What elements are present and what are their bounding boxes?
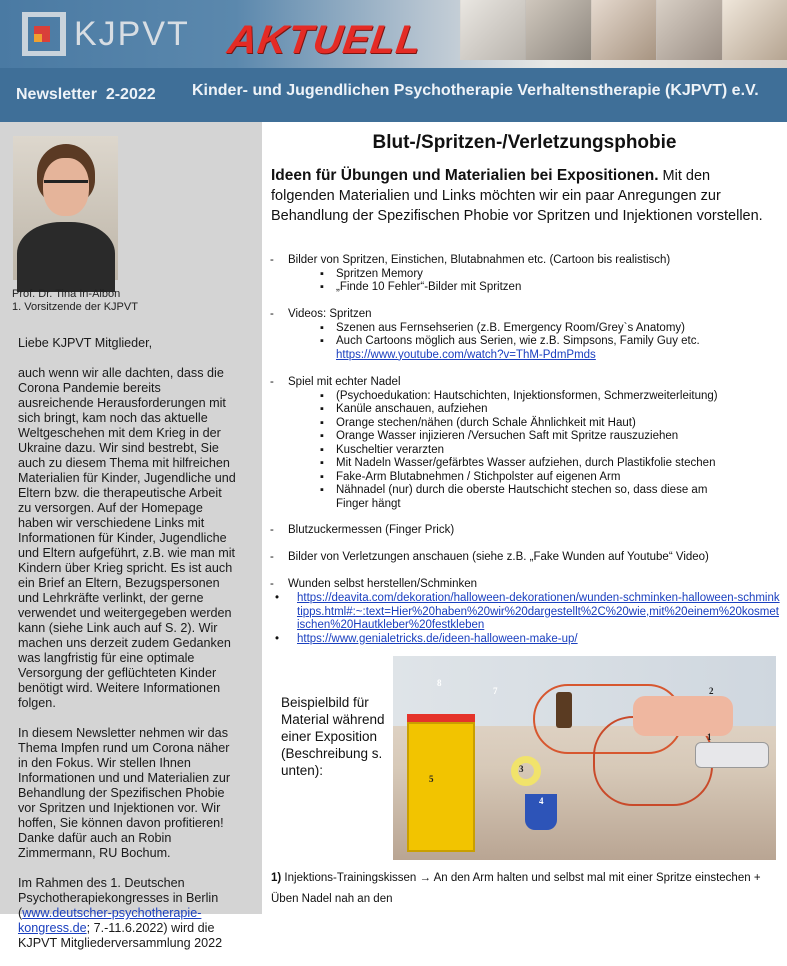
injection-training-pad: [633, 696, 733, 736]
photo-marker: 5: [429, 774, 434, 784]
greeting: Liebe KJPVT Mitglieder,: [18, 336, 153, 350]
list-item: ▪ Orange stechen/nähen (durch Schale Ähnlichkeit mit Haut): [316, 417, 775, 431]
editorial-para-3: [18, 876, 238, 951]
topic-dash: -: [270, 551, 274, 563]
topic-needle-play: [270, 376, 775, 511]
list-item: ▪ (Psychoedukation: Hautschichten, Injektionsformen, Schmerzweiterleitung): [316, 390, 775, 404]
sidebar: [0, 122, 262, 950]
kjpvt-logo: [22, 12, 190, 56]
header-photo-strip: [460, 0, 787, 60]
genialetricks-link[interactable]: https://www.genialetricks.de/ideen-halloween-make-up/: [297, 632, 578, 645]
newsletter-header: [0, 0, 787, 122]
main-content: [262, 122, 787, 914]
photo-marker: 2: [709, 686, 714, 696]
author-role: 1. Vorsitzende der KJPVT: [12, 301, 138, 313]
topic-items: [316, 322, 775, 349]
intro-text: Mit den folgenden Materialien und Links möchten wir ein paar Anregungen zur Behandlung der Spezifischen Phobie vor Spritzen und Injektionen vorstellen.: [271, 168, 763, 224]
para3-start: Im Rahmen des 1. Deutschen Psychotherapiekongresses in Berlin (: [18, 876, 219, 920]
society-name: Kinder- und Jugendlichen Psychotherapie Verhaltenstherapie (KJPVT) e.V.: [192, 82, 759, 99]
para3-end: ; 7.-11.6.2022) wird die KJPVT Mitgliederversammlung 2022: [18, 921, 223, 950]
step-number: 1): [271, 872, 282, 884]
author-name: Prof. Dr. Tina In-Albon: [12, 288, 121, 300]
topic-dash: -: [270, 254, 274, 266]
topic-dash: -: [270, 578, 274, 590]
aktuell-banner: AKTUELL: [224, 18, 425, 62]
list-item: ▪ Spritzen Memory: [316, 268, 775, 282]
photo-marker: 8: [437, 678, 442, 688]
intro-heading: Ideen für Übungen und Materialien bei Expositionen.: [271, 167, 659, 184]
topic-dash: -: [270, 376, 274, 388]
logo-mark-icon: [22, 12, 66, 56]
topic-blood-sugar: [270, 524, 775, 538]
deavita-link[interactable]: https://deavita.com/dekoration/halloween-dekorationen/wunden-schminken-halloween-schminktipps.html#:~:text=Hier%20haben%20wir%20dargestellt%2C%20wie,mit%20einem%20kosmetischen%20Hautkleber%20festkleben: [297, 592, 780, 631]
photo-marker: 3: [519, 764, 524, 774]
logo-text: KJPVT: [74, 14, 190, 53]
topic-label: Bilder von Verletzungen anschauen (siehe z.B. „Fake Wunden auf Youtube“ Video): [288, 551, 709, 563]
bullet-icon: •: [275, 632, 280, 645]
portrait-caption: [12, 288, 138, 314]
list-item: ▪ Fake-Arm Blutabnehmen / Stichpolster auf eigenen Arm: [316, 471, 775, 485]
list-item: ▪ Orange Wasser injizieren /Versuchen Saft mit Spritze rauszuziehen: [316, 430, 775, 444]
topic-items: [316, 390, 775, 512]
bullet-icon: •: [275, 592, 280, 604]
article-title: Blut-/Spritzen-/Verletzungsphobie: [372, 132, 677, 153]
photo-description: [271, 868, 776, 910]
photo-marker: 1: [707, 732, 712, 742]
topic-dash: -: [270, 524, 274, 536]
photo-marker: 4: [539, 796, 544, 806]
topic-images: [270, 254, 775, 295]
topic-label: Bilder von Spritzen, Einstichen, Blutabnahmen etc. (Cartoon bis realistisch): [288, 254, 671, 266]
photo-marker: 7: [493, 686, 498, 696]
list-item: ▪ Nähnadel (nur) durch die oberste Hautschicht stechen so, dass diese am Finger hängt: [316, 484, 736, 511]
list-item: ▪ Szenen aus Fernsehserien (z.B. Emergency Room/Grey`s Anatomy): [316, 322, 775, 336]
topic-items: [316, 268, 775, 295]
newsletter-issue: Newsletter 2-2022: [16, 86, 156, 103]
list-item: ▪ Kanüle anschauen, aufziehen: [316, 403, 775, 417]
list-item: ▪ Auch Cartoons möglich aus Serien, wie z.B. Simpsons, Family Guy etc.: [316, 335, 775, 349]
editorial-text: [18, 336, 238, 966]
step-text: Injektions-Trainingskissen → An den Arm halten und selbst mal mit einer Spritze einstechen + Üben Nadel nah an den: [271, 872, 761, 905]
header-banner: [0, 0, 787, 68]
article-intro: [271, 166, 771, 226]
topic-label: Blutzuckermessen (Finger Prick): [288, 524, 455, 536]
topic-label: Spiel mit echter Nadel: [288, 376, 401, 388]
topic-videos: [270, 308, 775, 362]
list-item: ▪ Kuscheltier verarzten: [316, 444, 775, 458]
topic-dash: -: [270, 308, 274, 320]
youtube-link[interactable]: https://www.youtube.com/watch?v=ThM-PdmPmds: [336, 348, 596, 361]
congress-link[interactable]: www.deutscher-psychotherapie-kongress.de: [18, 906, 202, 935]
wound-links: [270, 592, 780, 646]
topic-label: Wunden selbst herstellen/Schminken: [288, 578, 478, 590]
list-item: ▪ „Finde 10 Fehler“-Bilder mit Spritzen: [316, 281, 775, 295]
editorial-para-1: auch wenn wir alle dachten, dass die Corona Pandemie bereits ausreichende Herausforderungen mit sich bringt, kam noch das aktuelle Weltgeschehen mit dem Krieg in der Ukraine dazu. Wir sind bestrebt, Sie auch zu diesem Thema mit hilfreichen Materialien für Kinder, Jugendliche und Eltern bzw. die therapeutische Arbeit zu versorgen. Auf der Homepage haben wir verschiedene Links mit Informationen für Kinder, Jugendliche und Eltern aufgeführt, z.B. wie man mit Kindern über Krieg spricht. Es ist auch ein Brief an Eltern, Bezugspersonen und Lehrkräfte verlinkt, der gerne verwendet und weitergegeben werden kann (siehe Link auch auf S. 2). Wir machen uns derzeit zudem Gedanken was langfristig für eine optimale Versorgung der geflüchteten Kinder benötigt wird. Weitere Informationen folgen.: [18, 366, 236, 710]
author-portrait: [13, 136, 118, 280]
exposition-material-photo: [393, 656, 776, 860]
example-image-label: Beispielbild für Material während einer Exposition (Beschreibung s. unten):: [281, 695, 385, 778]
list-item: ▪ Mit Nadeln Wasser/gefärbtes Wasser aufziehen, durch Plastikfolie stechen: [316, 457, 775, 471]
editorial-para-2: In diesem Newsletter nehmen wir das Thema Impfen rund um Corona näher in den Fokus. Wir stellen Ihnen Informationen und und Materialien zur Behandlung der Spezifischen Phobie vor Spritzen und Injektionen vor. Wir hoffen, Sie können davon profitieren! Danke dafür auch an Robin Zimmermann, RU Bochum.: [18, 726, 231, 860]
sharps-container: [407, 722, 475, 852]
topic-label: Videos: Spritzen: [288, 308, 372, 320]
topic-fake-wounds: [270, 578, 775, 592]
topic-injury-images: [270, 551, 775, 565]
